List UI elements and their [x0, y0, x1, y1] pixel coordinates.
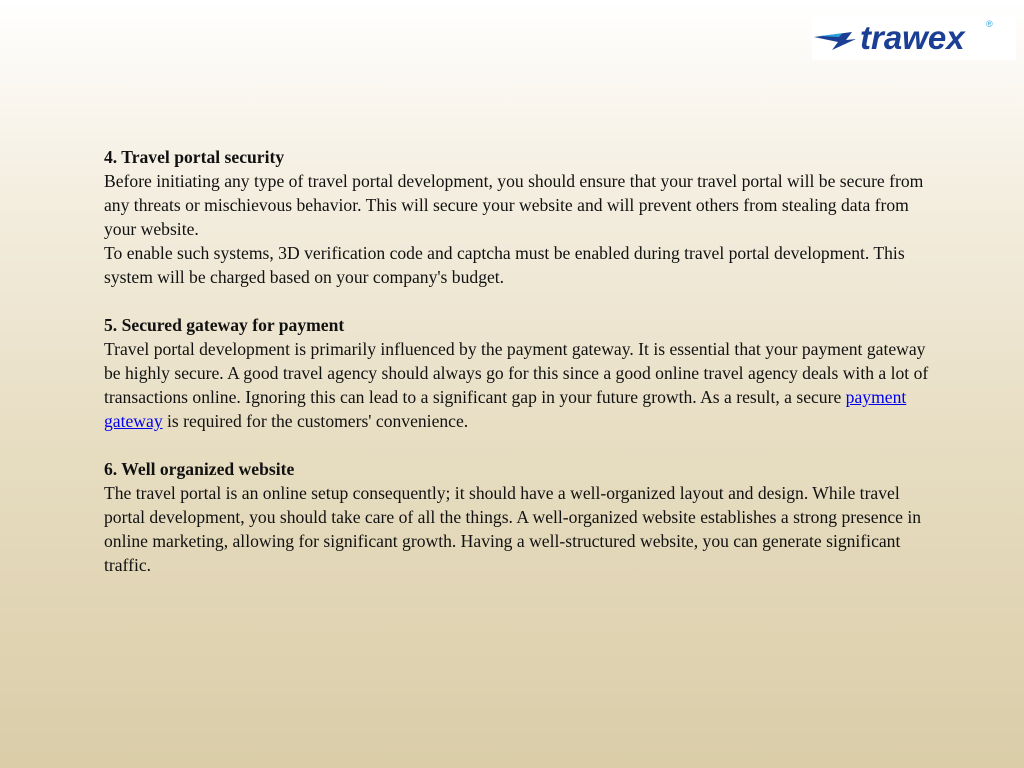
section-heading: 5. Secured gateway for payment: [104, 315, 345, 335]
registered-mark: ®: [986, 19, 993, 29]
section-well-organized-website: [104, 457, 934, 577]
section-paragraph: The travel portal is an online setup consequently; it should have a well-organized layout and design. While travel portal development, you should take care of all the things. A well-organized website establishes a strong presence in online marketing, allowing for significant growth. Having a well-structured website, you can generate significant traffic.: [104, 483, 922, 575]
paragraph-text: is required for the customers' convenience.: [162, 411, 469, 431]
paragraph-text: Travel portal development is primarily influenced by the payment gateway. It is essential that your payment gateway be highly secure. A good travel agency should always go for this since a good online travel agency deals with a lot of transactions online. Ignoring this can lead to a significant gap in your future growth. As a result, a secure: [104, 339, 929, 407]
trawex-logo: [812, 16, 1016, 60]
section-secured-gateway: [104, 313, 934, 433]
trawex-logo-graphic: [812, 16, 1016, 60]
logo-wordmark: trawex: [860, 19, 965, 56]
section-heading: 4. Travel portal security: [104, 147, 285, 167]
section-travel-portal-security: [104, 145, 934, 289]
article-content: [104, 145, 934, 601]
payment-gateway-link[interactable]: payment gateway: [104, 387, 907, 431]
section-heading: 6. Well organized website: [104, 459, 295, 479]
section-paragraph: [104, 337, 934, 433]
section-paragraph: To enable such systems, 3D verification code and captcha must be enabled during travel portal development. This system will be charged based on your company's budget.: [104, 243, 905, 287]
section-paragraph: Before initiating any type of travel portal development, you should ensure that your travel portal will be secure from any threats or mischievous behavior. This will secure your website and will prevent others from stealing data from your website.: [104, 171, 924, 239]
